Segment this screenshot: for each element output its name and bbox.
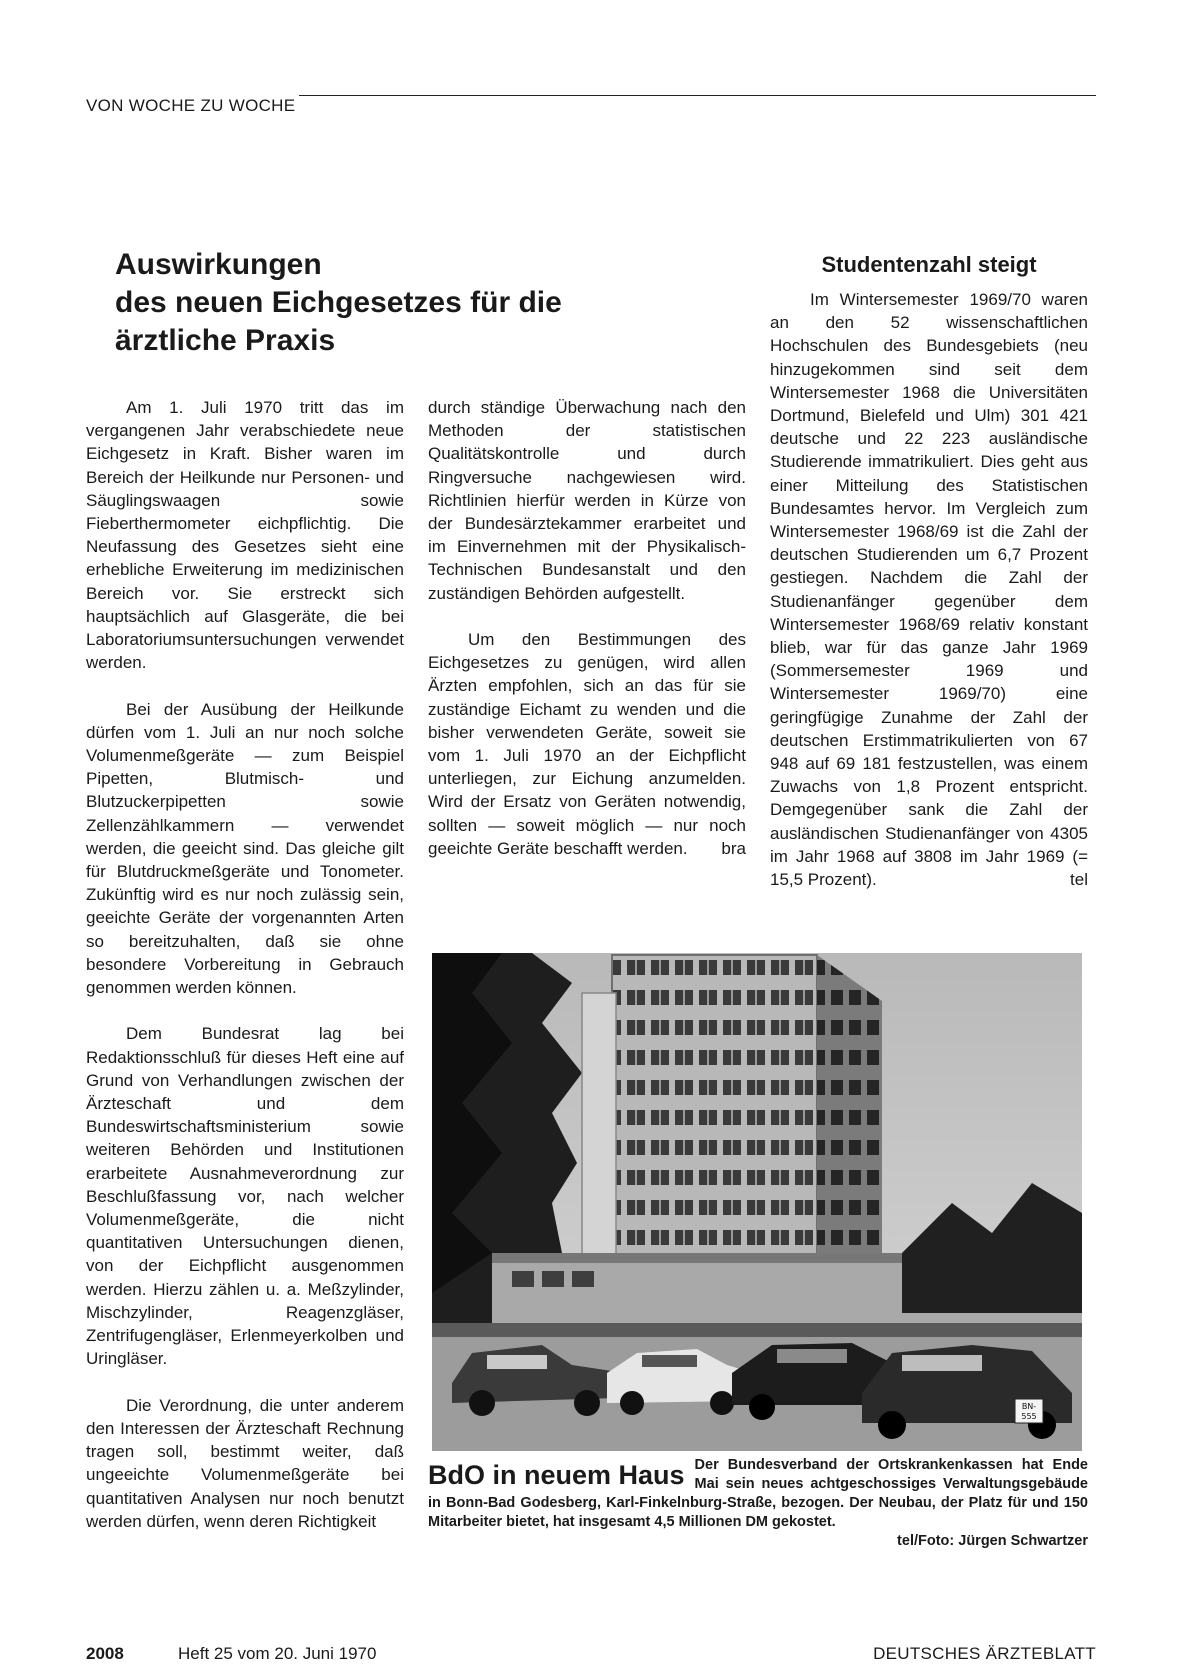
- page-footer: [86, 1644, 1096, 1668]
- license-plate: [1015, 1399, 1043, 1423]
- headline-line: des neuen Eichgesetzes für die: [115, 286, 562, 319]
- sidebar-headline: Studentenzahl steigt: [821, 252, 1037, 277]
- sidebar-column: [770, 288, 1088, 891]
- photo-credit: tel/Foto: Jürgen Schwartzer: [897, 1533, 1088, 1549]
- article-paragraph: Die Verordnung, die unter anderem den Interessen der Ärzteschaft Rechnung tragen soll, bestimmt weiter, daß ungeeichte Volumenmeßgeräte bei quantitativen Analysen nur noch benutzt werden dürfen, wenn deren Richtigkeit: [86, 1395, 404, 1531]
- sidebar-signature: tel: [1070, 870, 1088, 890]
- article-paragraph: durch ständige Überwachung nach den Methoden der statistischen Qualitätskontrolle und durch Ringversuche nachgewiesen wird. Richtlinien hierfür werden in Kürze von der Bundesärztekammer erarbeitet und im Einvernehmen mit der Physikalisch-Technischen Bundesanstalt und den zuständigen Behörden aufgestellt.: [428, 398, 746, 603]
- section-label: VON WOCHE ZU WOCHE: [86, 96, 296, 115]
- headline-line: ärztliche Praxis: [115, 324, 336, 357]
- headline-line: Auswirkungen: [115, 248, 322, 281]
- article-column-2: [428, 396, 746, 860]
- caption-title: BdO in neuem Haus: [428, 1460, 685, 1490]
- article-paragraph: Dem Bundesrat lag bei Redaktionsschluß für dieses Heft eine auf Grund von Verhandlungen zwischen der Ärzteschaft und dem Bundeswirtschaftsministerium sowie weiteren Behörden und Institutionen erarbeitete Ausnahmeverordnung zur Beschlußfassung vor, nach welcher Volumenmeßgeräte, die nicht quantitativen Untersuchungen dienen, von der Eichpflicht ausgenommen werden. Hierzu zählen u. a. Meßzylinder, Mischzylinder, Reagenzgläser, Zentrifugengläser, Erlenmeyerkolben und Uringläser.: [86, 1024, 404, 1369]
- article-signature: bra: [721, 838, 746, 858]
- plate-text-bottom: 555: [1021, 1412, 1037, 1421]
- header-rule: [299, 95, 1096, 96]
- plate-text-top: BN-: [1021, 1402, 1037, 1411]
- sidebar-paragraph: Im Wintersemester 1969/70 waren an den 52 wissenschaftlichen Hochschulen des Bundesgebiets (neu hinzugekommen sind seit dem Wintersemester 1968 die Universitäten Dortmund, Bielefeld und Ulm) 301 421 deutsche und 22 223 ausländische Studierende immatrikuliert. Dies geht aus einer Mitteilung des Statistischen Bundesamtes hervor. Im Vergleich zum Wintersemester 1968/69 ist die Zahl der deutschen Studierenden um 6,7 Prozent gestiegen. Nachdem die Zahl der Studienanfänger gegenüber dem Wintersemester 1968/69 relativ konstant blieb, war für das ganze Jahr 1969 (Sommersemester 1969 und Wintersemester 1969/70) eine geringfügige Zunahme der Zahl der deutschen Erstimmatrikulierten von 67 948 auf 69 181 festzustellen, was einem Zuwachs von 1,8 Prozent entspricht. Demgegenüber sank die Zahl der ausländischen Studienanfänger von 4305 im Jahr 1968 auf 3808 im Jahr 1969 (= 15,5 Prozent).: [770, 290, 1088, 890]
- page-number: 2008: [86, 1644, 124, 1663]
- article-paragraph: Bei der Ausübung der Heilkunde dürfen vom 1. Juli an nur noch solche Volumenmeßgeräte — zum Beispiel Pipetten, Blutmisch- und Blutzuckerpipetten sowie Zellenzählkammern — verwendet werden, die geeicht sind. Das gleiche gilt für Blutdruckmeßgeräte und Tonometer. Zukünftig wird es nur noch zulässig sein, geeichte Geräte der vorgenannten Arten so bereitzuhalten, daß sie ohne besondere Vorbereitung in Gebrauch genommen werden können.: [86, 699, 404, 998]
- running-header: [86, 92, 1096, 116]
- issue-info: Heft 25 vom 20. Juni 1970: [178, 1644, 377, 1663]
- photo-caption: [428, 1456, 1088, 1551]
- caption-text: Der Bundesverband der Ortskrankenkassen hat Ende Mai sein neues achtgeschossiges Verwaltungsgebäude in Bonn-Bad Godesberg, Karl-Finkelnburg-Straße, bezogen. Der Neubau, der Platz für und 150 Mitarbeiter bietet, hat insgesamt 4,5 Millionen DM gekostet.: [428, 1457, 1088, 1530]
- article-paragraph: Am 1. Juli 1970 tritt das im vergangenen Jahr verabschiedete neue Eichgesetz in Kraft. Bisher waren im Bereich der Heilkunde nur Personen- und Säuglingswaagen sowie Fieberthermometer eichpflichtig. Die Neufassung des Gesetzes sieht eine erhebliche Erweiterung im medizinischen Bereich vor. Sie erstreckt sich hauptsächlich auf Glasgeräte, die bei Laboratoriumsuntersuchungen verwendet werden.: [86, 398, 404, 673]
- article-column-1: [86, 396, 404, 1533]
- building-photo: [432, 953, 1082, 1451]
- article-paragraph: Um den Bestimmungen des Eichgesetzes zu genügen, wird allen Ärzten empfohlen, sich an das für sie zuständige Eichamt zu wenden und die bisher verwendeten Geräte, soweit sie vom 1. Juli 1970 an der Eichpflicht unterliegen, zur Eichung anzumelden. Wird der Ersatz von Geräten notwendig, sollten — soweit möglich — nur noch geeichte Geräte beschafft werden.: [428, 630, 746, 858]
- article-headline: [115, 246, 635, 360]
- journal-name: DEUTSCHES ÄRZTEBLATT: [873, 1644, 1096, 1663]
